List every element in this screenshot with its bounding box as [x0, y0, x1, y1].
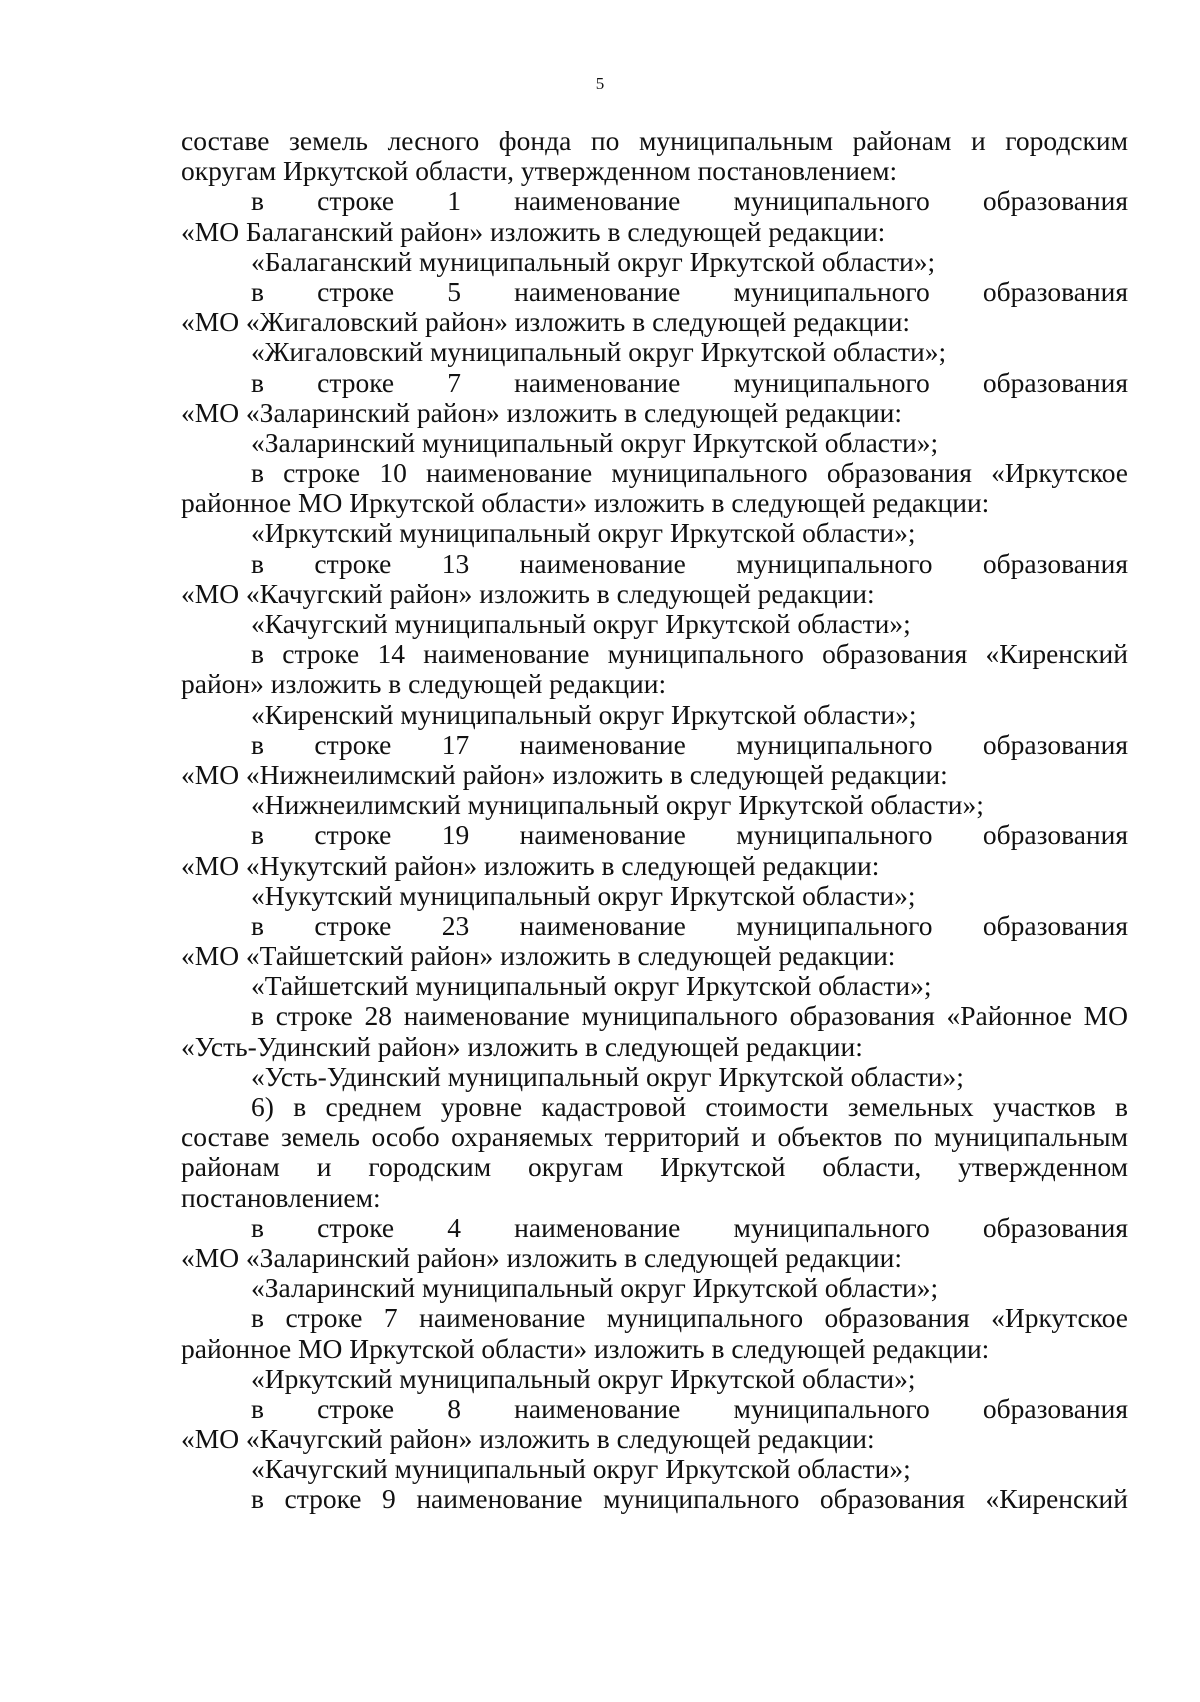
text-line: составе земель лесного фонда по муниципальным районам и городским [181, 125, 1128, 156]
text-line: «МО «Качугский район» изложить в следующей редакции: [181, 577, 875, 609]
text-line: «Усть-Удинский муниципальный округ Иркутской области»; [251, 1060, 964, 1092]
text-line: «Заларинский муниципальный округ Иркутской области»; [251, 426, 939, 458]
text-line: в строке 17 наименование муниципального образования [251, 728, 1128, 760]
text-line: район» изложить в следующей редакции: [181, 668, 667, 700]
text-line: в строке 10 наименование муниципального образования «Иркутское [251, 457, 1128, 489]
text-line: «МО «Нукутский район» изложить в следующей редакции: [181, 849, 880, 881]
text-line: 6) в среднем уровне кадастровой стоимости земельных участков в [251, 1091, 1128, 1122]
text-line: «МО «Тайшетский район» изложить в следующей редакции: [181, 940, 896, 972]
text-line: «Качугский муниципальный округ Иркутской области»; [251, 608, 911, 639]
text-line: составе земель особо охраняемых территорий и объектов по муниципальным [181, 1121, 1128, 1153]
text-line: в строке 28 наименование муниципального образования «Районное МО [251, 1000, 1128, 1032]
text-line: «МО «Качугский район» изложить в следующей редакции: [181, 1423, 875, 1455]
text-line: «Тайшетский муниципальный округ Иркутской области»; [251, 970, 932, 1002]
text-line: районам и городским округам Иркутской области, утвержденном [181, 1151, 1128, 1183]
text-line: округам Иркутской области, утвержденном постановлением: [181, 155, 898, 187]
text-line: в строке 8 наименование муниципального образования [251, 1392, 1128, 1424]
text-line: «Балаганский муниципальный округ Иркутской области»; [251, 245, 936, 277]
text-line: в строке 4 наименование муниципального образования [251, 1211, 1128, 1243]
text-line: в строке 9 наименование муниципального образования «Киренский [251, 1483, 1128, 1515]
text-line: «Жигаловский муниципальный округ Иркутской области»; [251, 336, 947, 368]
text-line: «МО «Жигаловский район» изложить в следующей редакции: [181, 306, 911, 338]
text-line: «МО «Нижнеилимский район» изложить в следующей редакции: [181, 758, 948, 790]
text-line: районное МО Иркутской области» изложить в следующей редакции: [181, 487, 990, 519]
text-line: в строке 19 наименование муниципального образования [251, 819, 1128, 851]
text-line: «Киренский муниципальный округ Иркутской области»; [251, 698, 917, 730]
text-line: «Иркутский муниципальный округ Иркутской области»; [251, 517, 916, 549]
text-line: в строке 1 наименование муниципального образования [251, 185, 1128, 217]
text-line: постановлением: [181, 1181, 381, 1213]
page-number: 5 [595, 74, 605, 93]
text-line: «Усть-Удинский район» изложить в следующей редакции: [181, 1030, 863, 1062]
text-line: «Нижнеилимский муниципальный округ Иркутской области»; [251, 789, 984, 821]
document-body [181, 126, 1128, 1515]
text-line: районное МО Иркутской области» изложить в следующей редакции: [181, 1332, 990, 1364]
text-line: «МО «Заларинский район» изложить в следующей редакции: [181, 1241, 903, 1273]
text-line: «Качугский муниципальный округ Иркутской области»; [251, 1453, 911, 1485]
text-line: в строке 23 наименование муниципального образования [251, 909, 1128, 941]
text-line: «МО Балаганский район» изложить в следующей редакции: [181, 215, 886, 247]
text-line: «Нукутский муниципальный округ Иркутской области»; [251, 879, 916, 911]
text-line: в строке 7 наименование муниципального образования «Иркутское [251, 1302, 1128, 1334]
text-line: в строке 5 наименование муниципального образования [251, 275, 1128, 307]
text-line: в строке 7 наименование муниципального образования [251, 366, 1128, 398]
text-line: «Иркутский муниципальный округ Иркутской области»; [251, 1362, 916, 1394]
text-line: в строке 14 наименование муниципального образования «Киренский [251, 638, 1128, 670]
text-line: «МО «Заларинский район» изложить в следующей редакции: [181, 396, 903, 428]
text-line: в строке 13 наименование муниципального образования [251, 547, 1128, 579]
text-line: «Заларинский муниципальный округ Иркутской области»; [251, 1272, 939, 1304]
